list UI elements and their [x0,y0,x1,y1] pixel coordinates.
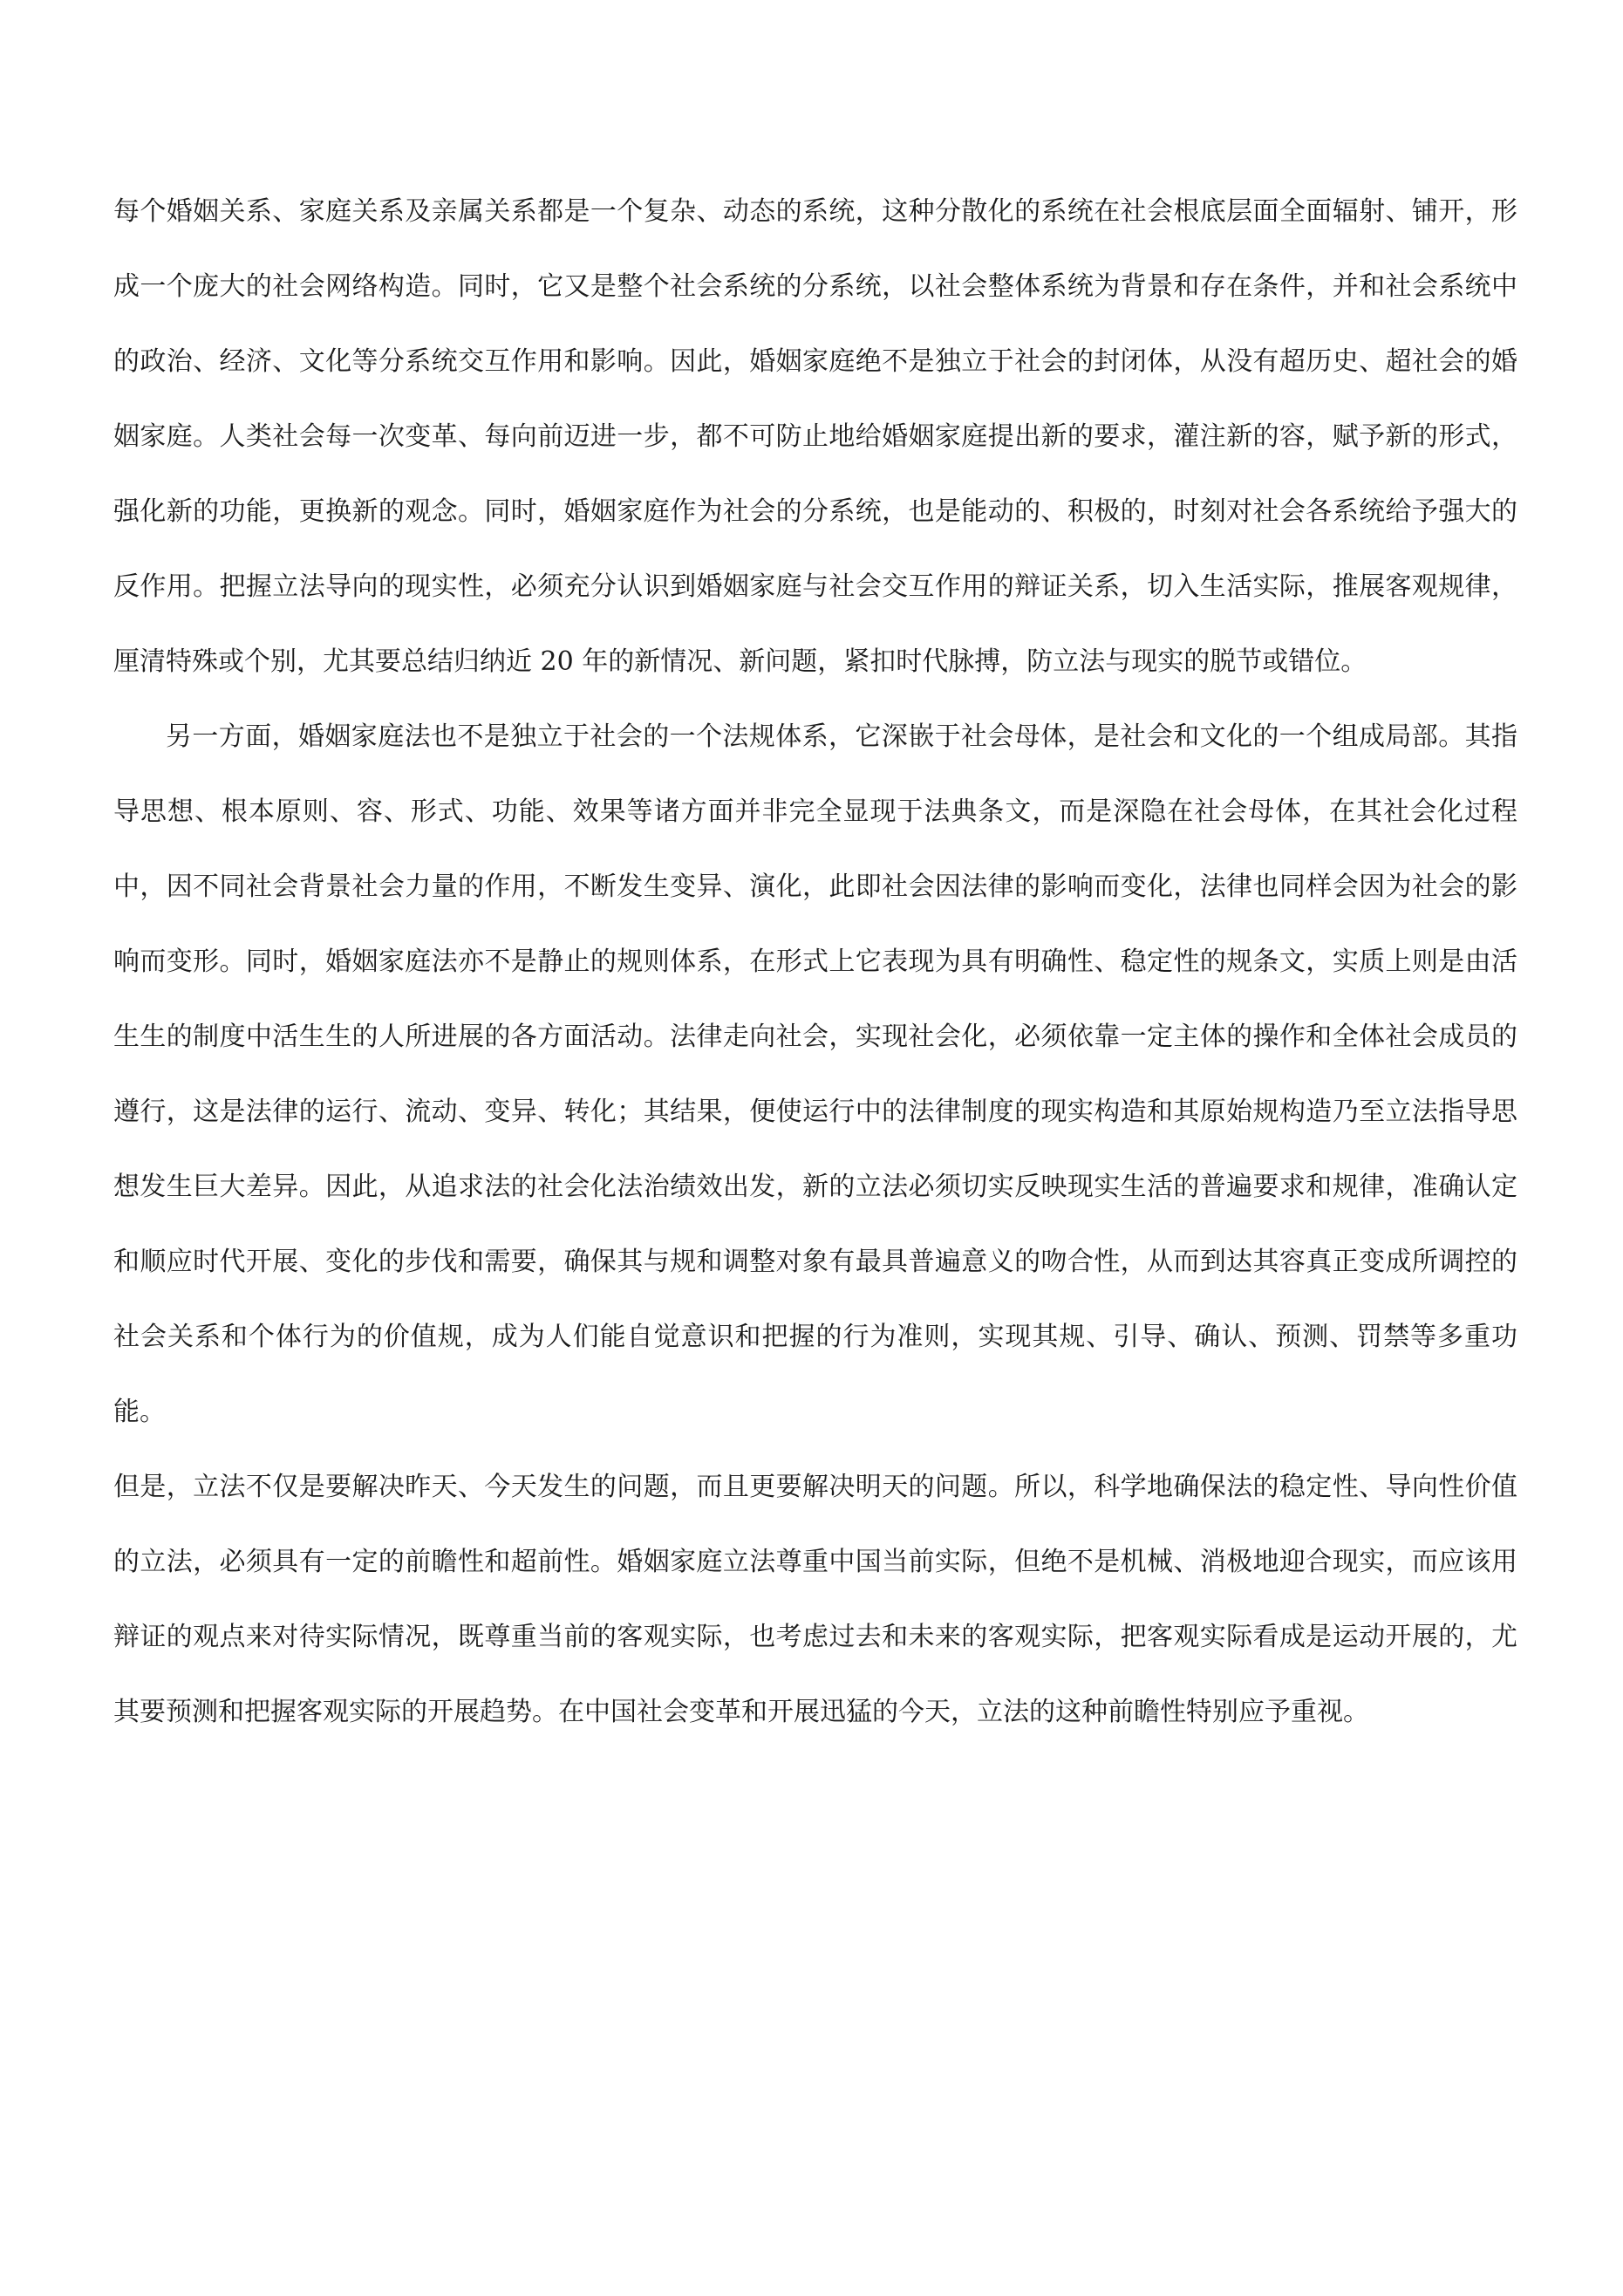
paragraph-3: 但是，立法不仅是要解决昨天、今天发生的问题，而且更要解决明天的问题。所以，科学地确保法的稳定性、导向性价值的立法，必须具有一定的前瞻性和超前性。婚姻家庭立法尊重中国当前实际，但绝不是机械、消极地迎合现实，而应该用辩证的观点来对待实际情况，既尊重当前的客观实际，也考虑过去和未来的客观实际，把客观实际看成是运动开展的，尤其要预测和把握客观实际的开展趋势。在中国社会变革和开展迅猛的今天，立法的这种前瞻性特别应予重视。 [113,1472,1517,1727]
paragraph-1: 每个婚姻关系、家庭关系及亲属关系都是一个复杂、动态的系统，这种分散化的系统在社会根底层面全面辐射、铺开，形成一个庞大的社会网络构造。同时，它又是整个社会系统的分系统，以社会整体系统为背景和存在条件，并和社会系统中的政治、经济、文化等分系统交互作用和影响。因此，婚姻家庭绝不是独立于社会的封闭体，从没有超历史、超社会的婚姻家庭。人类社会每一次变革、每向前迈进一步，都不可防止地给婚姻家庭提出新的要求，灌注新的容，赋予新的形式，强化新的功能，更换新的观念。同时，婚姻家庭作为社会的分系统，也是能动的、积极的，时刻对社会各系统给予强大的反作用。把握立法导向的现实性，必须充分认识到婚姻家庭与社会交互作用的辩证关系，切入生活实际，推展客观规律，厘清特殊或个别，尤其要总结归纳近 20 年的新情况、新问题，紧扣时代脉搏，防立法与现实的脱节或错位。 [113,196,1517,677]
document-body [113,174,1517,1750]
paragraph-2: 另一方面，婚姻家庭法也不是独立于社会的一个法规体系，它深嵌于社会母体，是社会和文化的一个组成局部。其指导思想、根本原则、容、形式、功能、效果等诸方面并非完全显现于法典条文，而是深隐在社会母体，在其社会化过程中，因不同社会背景社会力量的作用，不断发生变异、演化，此即社会因法律的影响而变化，法律也同样会因为社会的影响而变形。同时，婚姻家庭法亦不是静止的规则体系，在形式上它表现为具有明确性、稳定性的规条文，实质上则是由活生生的制度中活生生的人所进展的各方面活动。法律走向社会，实现社会化，必须依靠一定主体的操作和全体社会成员的遵行，这是法律的运行、流动、变异、转化；其结果，便使运行中的法律制度的现实构造和其原始规构造乃至立法指导思想发生巨大差异。因此，从追求法的社会化法治绩效出发，新的立法必须切实反映现实生活的普遍要求和规律，准确认定和顺应时代开展、变化的步伐和需要，确保其与规和调整对象有最具普遍意义的吻合性，从而到达其容真正变成所调控的社会关系和个体行为的价值规，成为人们能自觉意识和把握的行为准则，实现其规、引导、确认、预测、罚禁等多重功能。 [113,721,1517,1427]
